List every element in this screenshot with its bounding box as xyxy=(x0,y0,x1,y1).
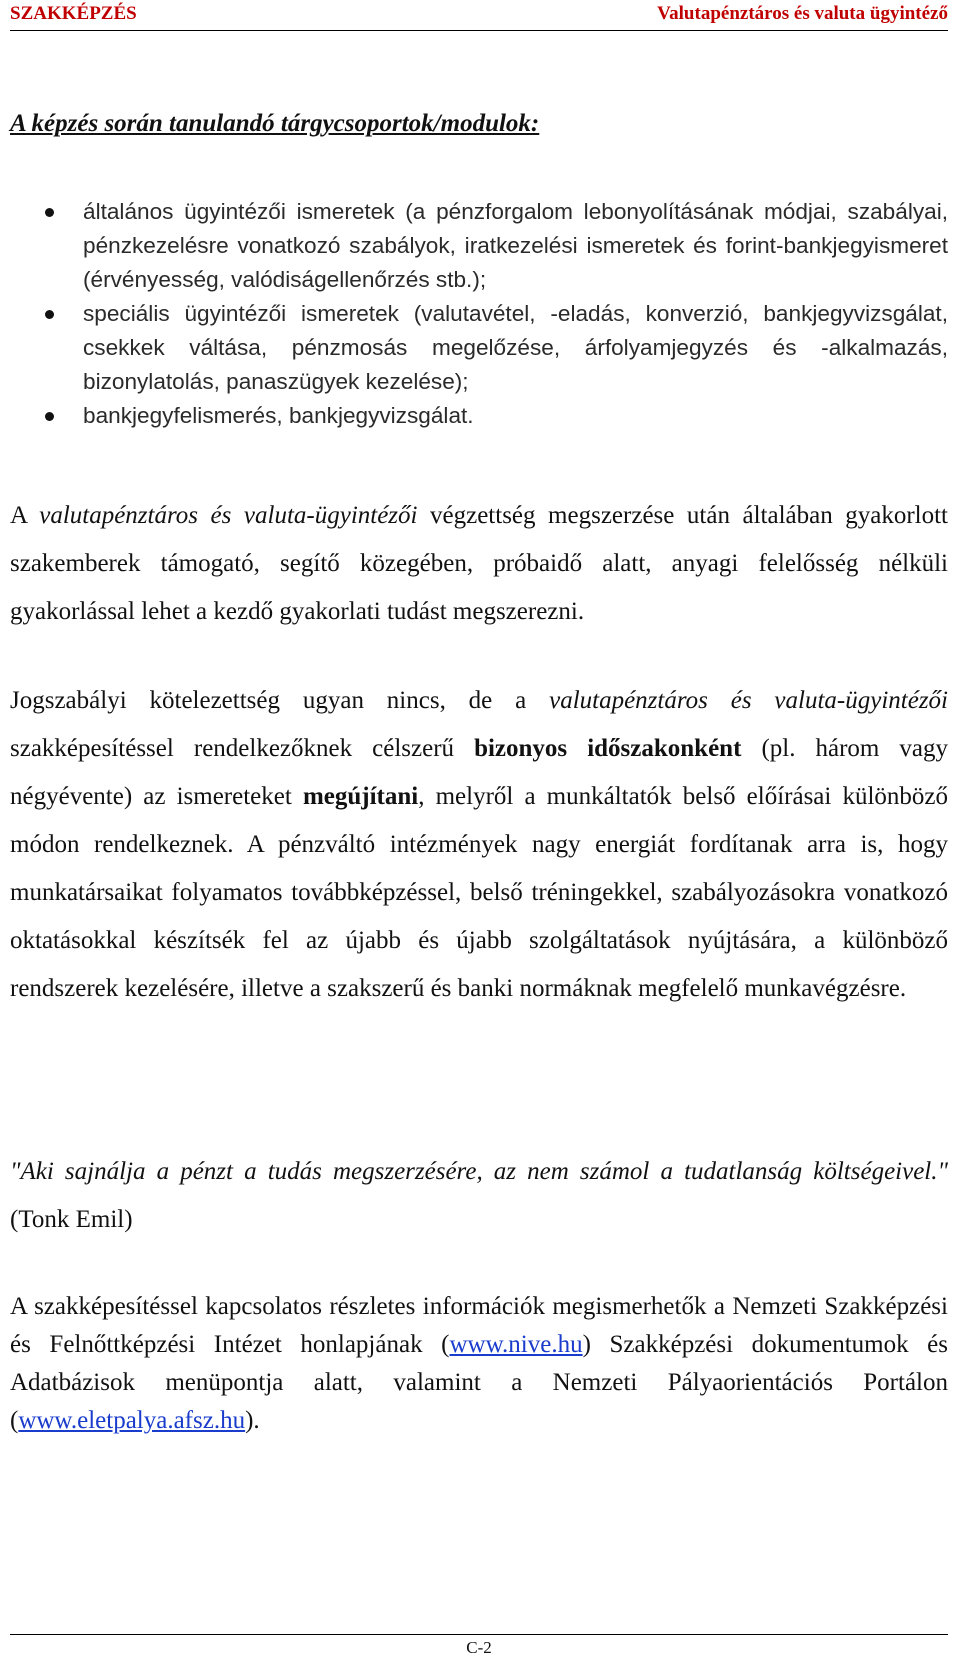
header-left-title: SZAKKÉPZÉS xyxy=(10,3,137,24)
text-run: végzettség megszerzése után általában gyakorlott szakemberek támogató, segítő közegében, próbaidő alatt, anyagi felelősség nélküli gyakorlással lehet a kezdő gyakorlati tudást megszerezni. xyxy=(10,502,948,625)
bullet-icon xyxy=(45,208,54,217)
bullet-icon xyxy=(45,412,54,421)
bold-emphasis: bizonyos időszakonként xyxy=(474,735,742,762)
list-item xyxy=(45,399,948,433)
quote-text: "Aki sajnálja a pénzt a tudás megszerzésére, az nem számol a tudatlanság költségeivel." xyxy=(10,1158,948,1185)
bullet-icon xyxy=(45,310,54,319)
paragraph-more-info xyxy=(10,1288,948,1440)
list-item-text: bankjegyfelismerés, bankjegyvizsgálat. xyxy=(83,403,474,428)
text-run: Jogszabályi kötelezettség ugyan nincs, de a xyxy=(10,687,550,714)
bold-emphasis: megújítani xyxy=(302,783,419,810)
page-header xyxy=(10,0,948,31)
section-title: A képzés során tanulandó tárgycsoportok/modulok: xyxy=(10,110,540,137)
text-run: ). xyxy=(245,1407,260,1434)
paragraph-knowledge-renewal xyxy=(10,677,948,1013)
text-run: , melyről a munkáltatók belső előírásai különböző módon rendelkeznek. A pénzváltó intézmények nagy energiát fordítanak arra is, hogy munkatársaikat folyamatos továbbképzéssel, belső tréningekkel, szabályozásokra vonatkozó oktatásokkal készítsék fel az újabb és újabb szolgáltatások nyújtására, a különböző rendszerek kezelésére, illetve a szakszerű és banki normáknak megfelelő munkavégzésre. xyxy=(10,783,949,1002)
italic-qualification-name: valutapénztáros és valuta-ügyintézői xyxy=(39,502,418,529)
text-run: szakképesítéssel rendelkezőknek célszerű xyxy=(10,735,475,762)
paragraph-quote xyxy=(10,1148,948,1244)
eletpalya-link[interactable]: www.eletpalya.afsz.hu xyxy=(18,1407,246,1434)
list-item-text: általános ügyintézői ismeretek (a pénzforgalom lebonyolításának módjai, szabályai, pénzkezelésre vonatkozó szabályok, iratkezelési ismeretek és forint-bankjegyismeret (érvényesség, valódiságellenőrzés stb.); xyxy=(83,199,948,292)
text-run: A xyxy=(10,502,40,529)
page-number: C-2 xyxy=(466,1638,492,1657)
italic-qualification-name: valutapénztáros és valuta-ügyintézői xyxy=(549,687,948,714)
header-right-title: Valutapénztáros és valuta ügyintéző xyxy=(657,3,948,24)
list-item-text: speciális ügyintézői ismeretek (valutavétel, -eladás, konverzió, bankjegyvizsgálat, csekkek váltása, pénzmosás megelőzése, árfolyamjegyzés és -alkalmazás, bizonylatolás, panaszügyek kezelése); xyxy=(83,301,948,394)
quote-author: (Tonk Emil) xyxy=(10,1206,133,1233)
list-item xyxy=(45,195,948,297)
list-item xyxy=(45,297,948,399)
page-footer xyxy=(10,1634,948,1657)
nive-link[interactable]: www.nive.hu xyxy=(449,1331,583,1358)
paragraph-training-practice xyxy=(10,492,948,636)
text-run: A szakképesítéssel kapcsolatos részletes információk megismerhetők a Nemzeti Szakképzési és Felnőttképzési Intézet honlapjának ( xyxy=(10,1293,948,1358)
module-list xyxy=(45,195,948,433)
text-run: ) Szakképzési dokumentumok és Adatbázisok menüpontja alatt, valamint a Nemzeti Pályaorientációs Portálon ( xyxy=(10,1331,948,1434)
text-run: (pl. három vagy négyévente) az ismereteket xyxy=(10,735,948,810)
